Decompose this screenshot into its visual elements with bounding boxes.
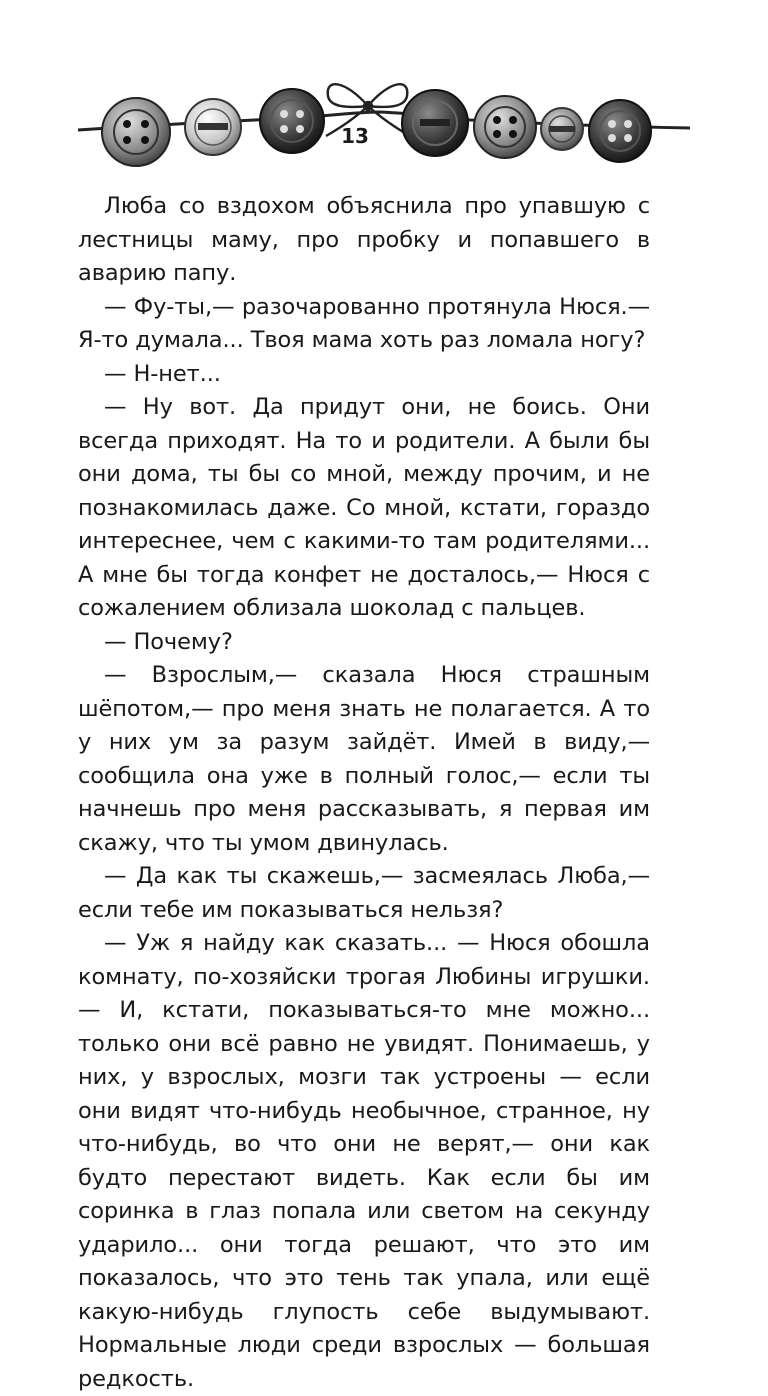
text-body <box>78 190 650 1396</box>
button-icon <box>589 100 651 162</box>
page-number: 13 <box>341 124 369 148</box>
paragraph: — Почему? <box>104 628 233 655</box>
paragraph: — Взрослым,— сказала Нюся страшным шёпотом,— про меня знать не полагается. А то у них ум за разум зайдёт. Имей в виду,— сообщила она уже в полный голос,— если ты начнешь про меня рассказывать, я первая им скажу, что ты умом двинулась. <box>78 662 650 856</box>
button-icon <box>474 96 536 158</box>
button-icon <box>541 108 583 150</box>
paragraph: — Н-нет... <box>104 360 221 387</box>
button-icon <box>402 90 468 156</box>
paragraph: — Ну вот. Да придут они, не боись. Они всегда приходят. На то и родители. А были бы они дома, ты бы со мной, между прочим, и не познакомилась даже. Со мной, кстати, гораздо интереснее, чем с какими-то там родителями... А мне бы тогда конфет не досталось,— Нюся с сожалением облизала шоколад с пальцев. <box>78 394 650 621</box>
paragraph: — Фу-ты,— разочарованно протянула Нюся.— Я-то думала... Твоя мама хоть раз ломала ногу? <box>78 293 650 353</box>
button-icon <box>185 99 241 155</box>
button-icon <box>260 89 324 153</box>
page-header <box>0 0 768 175</box>
paragraph: — Уж я найду как сказать... — Нюся обошла комнату, по-хозяйски трогая Любины игрушки.— И, кстати, показываться-то мне можно... только они всё равно не увидят. Понимаешь, у них, у взрослых, мозги так устроены — если они видят что-нибудь необычное, странное, ну что-нибудь, во что они не верят,— они как будто перестают видеть. Как если бы им соринка в глаз попала или светом на секунду ударило... они тогда решают, что это им показалось, что это тень так упала, или ещё какую-нибудь глупость себе выдумывают. Нормальные люди среди взрослых — большая редкость. <box>78 930 650 1392</box>
paragraph: — Да как ты скажешь,— засмеялась Люба,— если тебе им показываться нельзя? <box>78 863 650 923</box>
button-icon <box>102 98 170 166</box>
buttons-ornament <box>0 0 768 175</box>
paragraph: Люба со вздохом объяснила про упавшую с лестницы маму, про пробку и попавшего в аварию папу. <box>78 193 650 286</box>
